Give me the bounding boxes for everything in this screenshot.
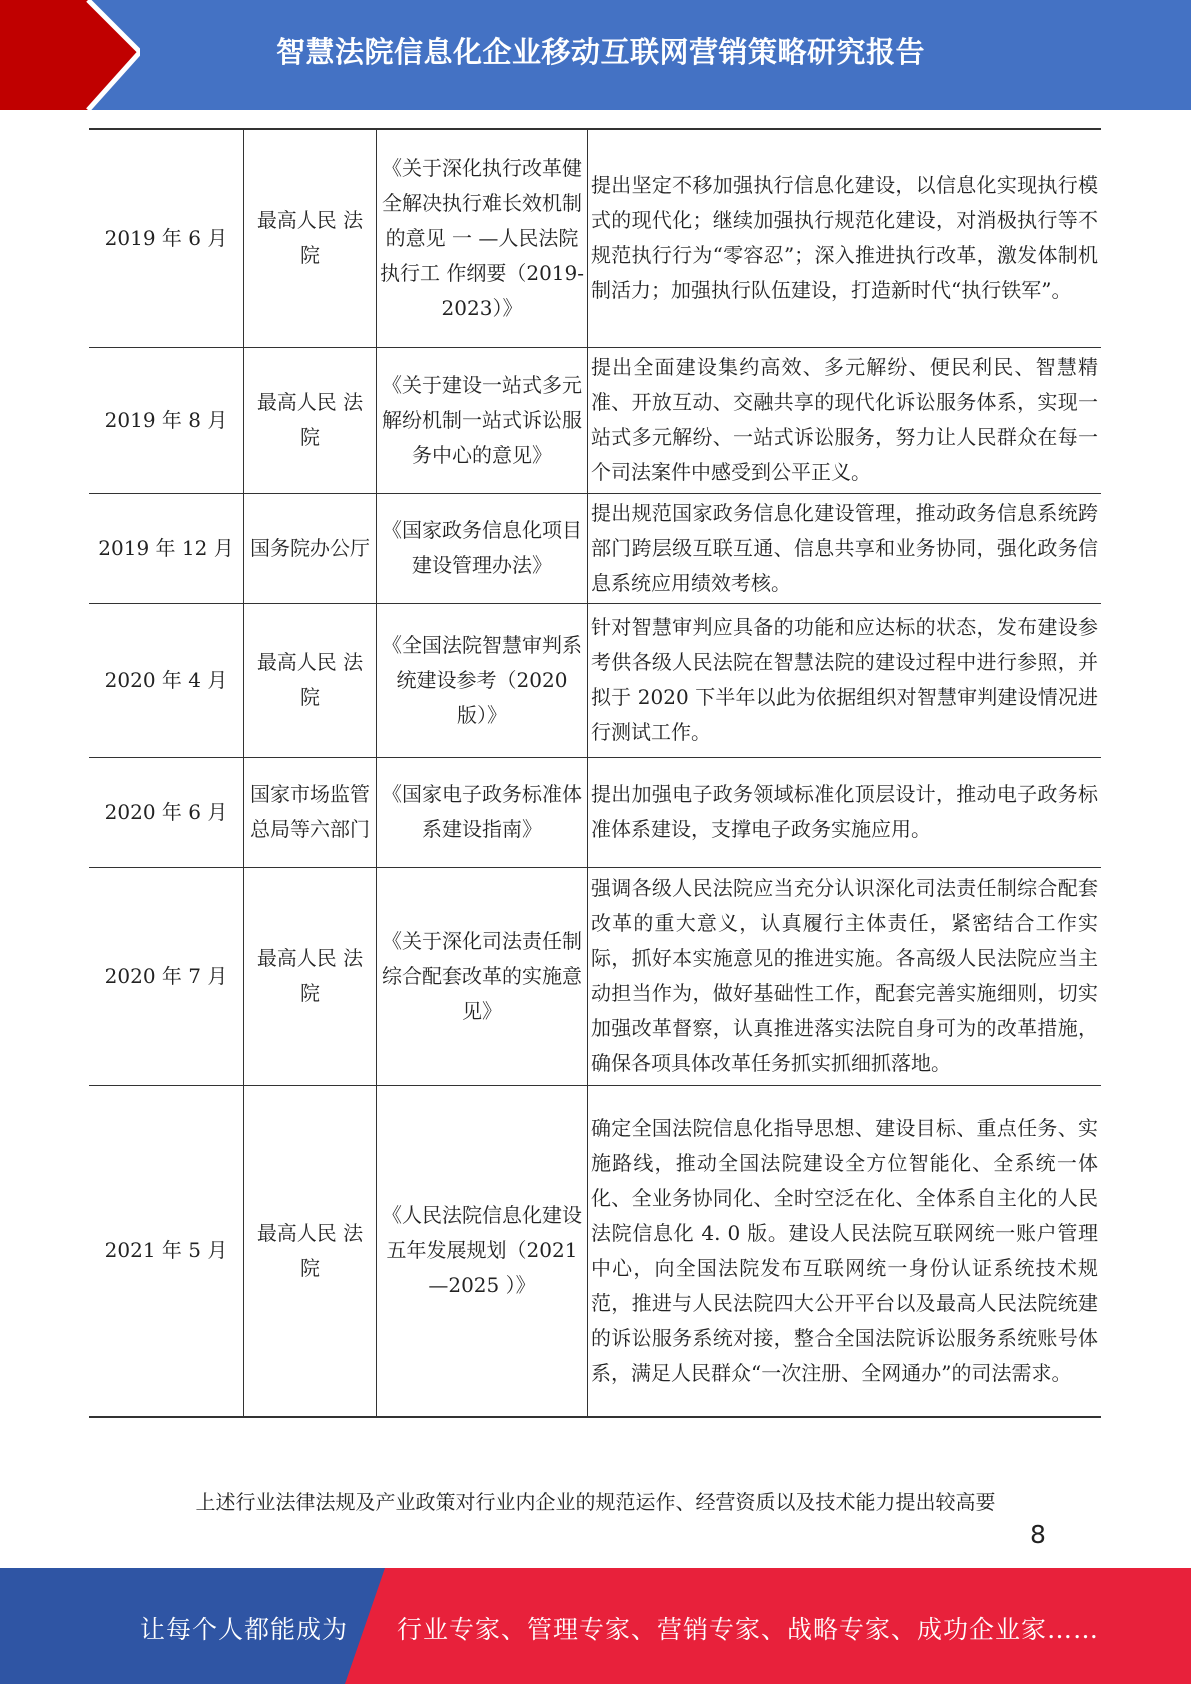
document-cell: 《国家电子政务标准体系建设指南》 bbox=[377, 757, 588, 867]
issuer-cell: 国务院办公厅 bbox=[244, 493, 377, 603]
header-red-chevron bbox=[0, 0, 140, 110]
issuer-cell: 最高人民 法院 bbox=[244, 129, 377, 347]
banner-slogan-left: 让每个人都能成为 bbox=[140, 1615, 349, 1644]
table-row bbox=[89, 493, 1101, 603]
page-number: 8 bbox=[1030, 1520, 1046, 1549]
issuer-cell: 国家市场监管总局等六部门 bbox=[244, 757, 377, 867]
date-cell: 2021 年 5 月 bbox=[89, 1085, 244, 1417]
policy-table bbox=[89, 128, 1101, 1418]
content-cell: 提出加强电子政务领域标准化顶层设计，推动电子政务标准体系建设，支撑电子政务实施应用。 bbox=[588, 757, 1102, 867]
document-cell: 《关于深化司法责任制综合配套改革的实施意见》 bbox=[377, 867, 588, 1085]
page-header bbox=[0, 0, 1191, 110]
issuer-cell: 最高人民 法院 bbox=[244, 867, 377, 1085]
banner-slogan-right: 行业专家、管理专家、营销专家、战略专家、成功企业家…… bbox=[397, 1615, 1100, 1644]
date-cell: 2020 年 7 月 bbox=[89, 867, 244, 1085]
table-row bbox=[89, 1085, 1101, 1417]
date-cell: 2019 年 12 月 bbox=[89, 493, 244, 603]
content-cell: 提出坚定不移加强执行信息化建设，以信息化实现执行模式的现代化；继续加强执行规范化建设，对消极执行等不规范执行行为“零容忍”；深入推进执行改革，激发体制机制活力；加强执行队伍建设，打造新时代“执行铁军”。 bbox=[588, 129, 1102, 347]
document-cell: 《国家政务信息化项目建设管理办法》 bbox=[377, 493, 588, 603]
issuer-cell: 最高人民 法院 bbox=[244, 347, 377, 493]
document-cell: 《关于建设一站式多元解纷机制一站式诉讼服务中心的意见》 bbox=[377, 347, 588, 493]
table-row bbox=[89, 867, 1101, 1085]
document-cell: 《人民法院信息化建设五年发展规划（2021—2025 ）》 bbox=[377, 1085, 588, 1417]
issuer-cell: 最高人民 法院 bbox=[244, 603, 377, 757]
issuer-cell: 最高人民 法院 bbox=[244, 1085, 377, 1417]
document-cell: 《全国法院智慧审判系统建设参考（2020 版）》 bbox=[377, 603, 588, 757]
report-title: 智慧法院信息化企业移动互联网营销策略研究报告 bbox=[275, 34, 925, 69]
table-row bbox=[89, 603, 1101, 757]
content-cell: 强调各级人民法院应当充分认识深化司法责任制综合配套改革的重大意义，认真履行主体责任，紧密结合工作实际，抓好本实施意见的推进实施。各高级人民法院应当主动担当作为，做好基础性工作，配套完善实施细则，切实加强改革督察，认真推进落实法院自身可为的改革措施，确保各项具体改革任务抓实抓细抓落地。 bbox=[588, 867, 1102, 1085]
date-cell: 2020 年 4 月 bbox=[89, 603, 244, 757]
content-cell: 提出全面建设集约高效、多元解纷、便民利民、智慧精准、开放互动、交融共享的现代化诉讼服务体系，实现一站式多元解纷、一站式诉讼服务，努力让人民群众在每一个司法案件中感受到公平正义。 bbox=[588, 347, 1102, 493]
body-paragraph: 上述行业法律法规及产业政策对行业内企业的规范运作、经营资质以及技术能力提出较高要 bbox=[195, 1490, 996, 1514]
content-cell: 提出规范国家政务信息化建设管理，推动政务信息系统跨部门跨层级互联互通、信息共享和业务协同，强化政务信息系统应用绩效考核。 bbox=[588, 493, 1102, 603]
date-cell: 2019 年 6 月 bbox=[89, 129, 244, 347]
table-row bbox=[89, 347, 1101, 493]
content-cell: 针对智慧审判应具备的功能和应达标的状态，发布建设参考供各级人民法院在智慧法院的建设过程中进行参照，并拟于 2020 下半年以此为依据组织对智慧审判建设情况进行测试工作。 bbox=[588, 603, 1102, 757]
table-row bbox=[89, 129, 1101, 347]
date-cell: 2020 年 6 月 bbox=[89, 757, 244, 867]
document-cell: 《关于深化执行改革健全解决执行难长效机制的意见 一 —人民法院执行工 作纲要（2019-2023）》 bbox=[377, 129, 588, 347]
date-cell: 2019 年 8 月 bbox=[89, 347, 244, 493]
content-cell: 确定全国法院信息化指导思想、建设目标、重点任务、实施路线，推动全国法院建设全方位智能化、全系统一体化、全业务协同化、全时空泛在化、全体系自主化的人民法院信息化 4. 0 版。建设人民法院互联网统一账户管理中心，向全国法院发布互联网统一身份认证系统技术规范，推进与人民法院四大公开平台以及最高人民法院统建的诉讼服务系统对接，整合全国法院诉讼服务系统账号体系，满足人民群众“一次注册、全网通办”的司法需求。 bbox=[588, 1085, 1102, 1417]
table-row bbox=[89, 757, 1101, 867]
